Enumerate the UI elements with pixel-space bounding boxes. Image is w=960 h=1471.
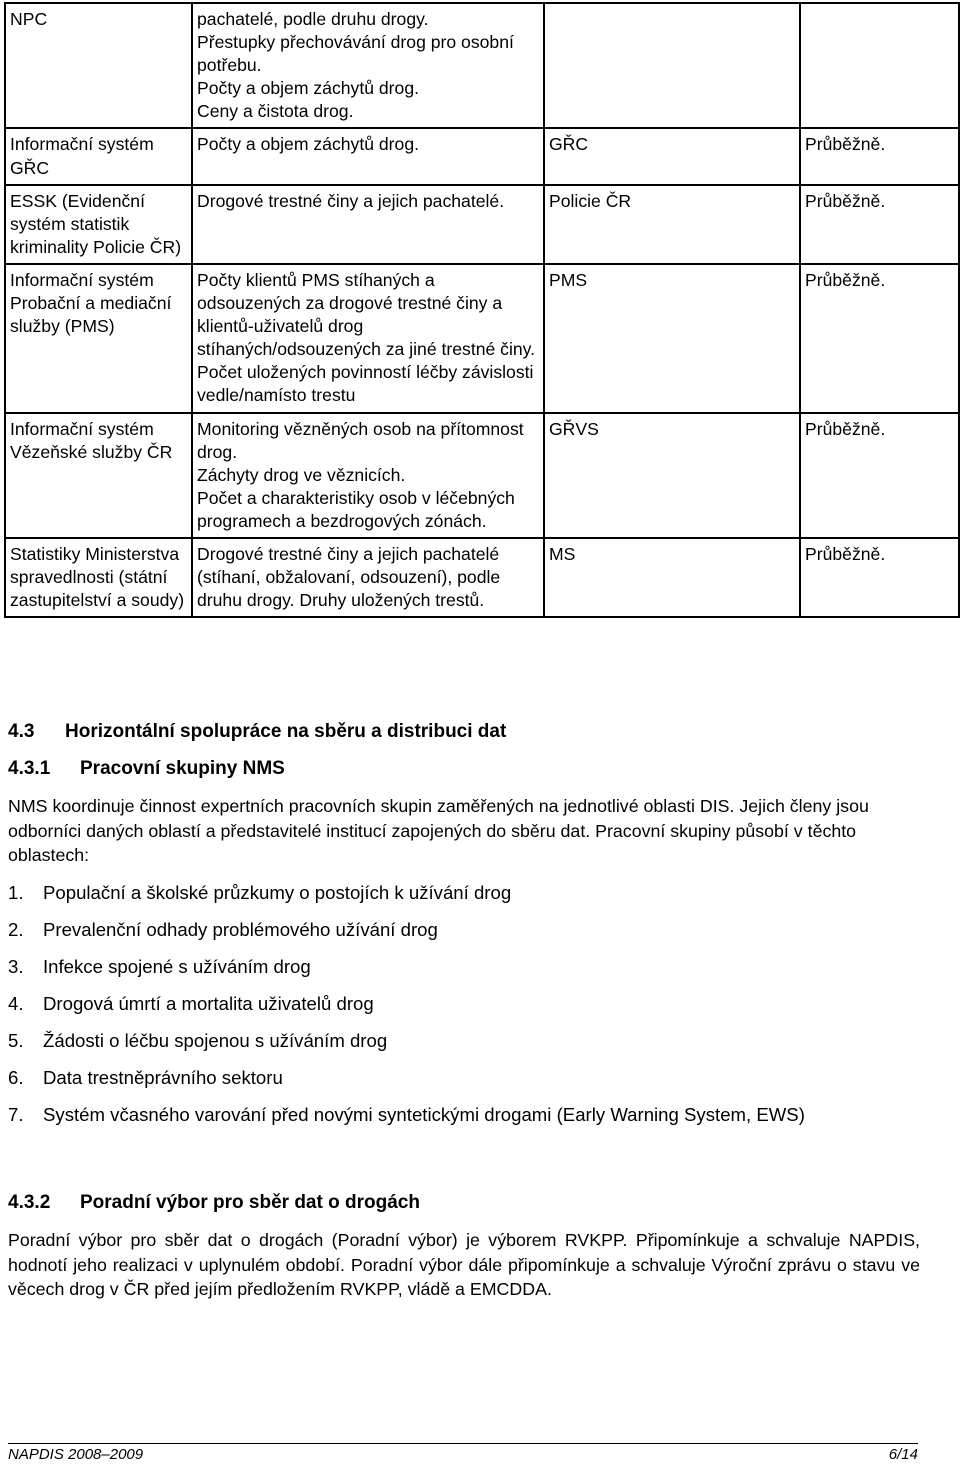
cell-text: Informační systém Probační a mediační služby (PMS) bbox=[10, 269, 177, 337]
table-row bbox=[5, 185, 959, 264]
source-cell bbox=[5, 413, 192, 538]
section-heading-4-3 bbox=[8, 720, 506, 744]
provider-cell bbox=[544, 128, 800, 184]
table-row bbox=[5, 538, 959, 617]
section-heading-4-3-2 bbox=[8, 1191, 420, 1215]
frequency-cell bbox=[800, 128, 959, 184]
cell-text: Statistiky Ministerstva spravedlnosti (státní zastupitelství a soudy) bbox=[10, 543, 185, 611]
cell-text: Ceny a čistota drog. bbox=[197, 101, 354, 122]
list-item-text: Žádosti o léčbu spojenou s užíváním drog bbox=[43, 1030, 388, 1051]
working-groups-list bbox=[8, 880, 920, 1139]
cell-text: Průběžně. bbox=[805, 418, 886, 439]
content-cell bbox=[192, 538, 544, 617]
provider-cell bbox=[544, 413, 800, 538]
section-number: 4.3 bbox=[8, 721, 35, 742]
source-cell bbox=[5, 128, 192, 184]
cell-text: ESSK (Evidenční systém statistik kriminality Policie ČR) bbox=[10, 190, 182, 257]
page-footer bbox=[8, 1443, 918, 1463]
frequency-cell bbox=[800, 185, 959, 264]
table-row bbox=[5, 3, 959, 128]
list-item-number: 4. bbox=[8, 993, 24, 1014]
cell-text: Informační systém Vězeňské služby ČR bbox=[10, 418, 173, 462]
table-row bbox=[5, 413, 959, 538]
cell-text: GŘC bbox=[549, 134, 589, 155]
advisory-board-paragraph: Poradní výbor pro sběr dat o drogách (Poradní výbor) je výborem RVKPP. Připomínkuje a schvaluje NAPDIS, hodnotí jeho realizaci v uplynulém období. Poradní výbor dále připomínkuje a schvaluje Výroční zprávu o stavu ve věcech drog v ČR před jejím předložením RVKPP, vládě a EMCDDA. bbox=[8, 1230, 920, 1299]
content-cell bbox=[192, 128, 544, 184]
cell-text: Počty a objem záchytů drog. bbox=[197, 78, 419, 99]
cell-text: Monitoring vězněných osob na přítomnost drog. bbox=[197, 418, 529, 462]
working-groups-intro: NMS koordinuje činnost expertních pracovních skupin zaměřených na jednotlivé oblasti DIS. Jejich členy jsou odborníci daných oblastí a představitelé institucí zapojených do sběru dat. Pracovní skupiny působí v těchto oblastech: bbox=[8, 796, 869, 865]
cell-text: NPC bbox=[10, 9, 48, 29]
list-item-text: Data trestněprávního sektoru bbox=[43, 1067, 283, 1088]
provider-cell bbox=[544, 3, 800, 128]
list-item-number: 1. bbox=[8, 882, 24, 903]
cell-text: Policie ČR bbox=[549, 190, 632, 211]
list-item bbox=[8, 880, 920, 905]
cell-text: Počet uložených povinností léčby závislosti vedle/namísto trestu bbox=[197, 362, 539, 406]
list-item-text: Systém včasného varování před novými syntetickými drogami (Early Warning System, EWS) bbox=[43, 1104, 805, 1125]
content-cell bbox=[192, 3, 544, 128]
list-item-number: 5. bbox=[8, 1030, 24, 1051]
content-cell bbox=[192, 264, 544, 413]
frequency-cell bbox=[800, 3, 959, 128]
cell-text: Počet a charakteristiky osob v léčebných programech a bezdrogových zónách. bbox=[197, 487, 520, 531]
source-cell bbox=[5, 538, 192, 617]
cell-text: Záchyty drog ve věznicích. bbox=[197, 464, 406, 485]
cell-text: PMS bbox=[549, 269, 588, 290]
section-heading-4-3-1 bbox=[8, 757, 285, 781]
cell-text: GŘVS bbox=[549, 418, 599, 439]
provider-cell bbox=[544, 538, 800, 617]
provider-cell bbox=[544, 264, 800, 413]
section-title: Horizontální spolupráce na sběru a distribuci dat bbox=[65, 721, 507, 742]
frequency-cell bbox=[800, 413, 959, 538]
cell-text: Informační systém GŘC bbox=[10, 134, 159, 178]
table-row bbox=[5, 264, 959, 413]
list-item bbox=[8, 991, 920, 1016]
list-item bbox=[8, 1028, 920, 1053]
source-cell bbox=[5, 3, 192, 128]
list-item bbox=[8, 917, 920, 942]
list-item bbox=[8, 1102, 920, 1127]
source-cell bbox=[5, 185, 192, 264]
list-item-text: Populační a školské průzkumy o postojích k užívání drog bbox=[43, 882, 512, 903]
list-item bbox=[8, 1065, 920, 1090]
cell-text: Přestupky přechovávání drog pro osobní potřebu. bbox=[197, 32, 519, 76]
section-number: 4.3.1 bbox=[8, 758, 51, 779]
list-item-text: Prevalenční odhady problémového užívání drog bbox=[43, 919, 438, 940]
section-number: 4.3.2 bbox=[8, 1192, 51, 1213]
list-item-number: 6. bbox=[8, 1067, 24, 1088]
section-title: Poradní výbor pro sběr dat o drogách bbox=[80, 1192, 420, 1213]
list-item-number: 7. bbox=[8, 1104, 24, 1125]
cell-text: Drogové trestné činy a jejich pachatelé. bbox=[197, 190, 505, 211]
cell-text: Průběžně. bbox=[805, 269, 886, 290]
content-cell bbox=[192, 413, 544, 538]
section-title: Pracovní skupiny NMS bbox=[80, 758, 285, 779]
table-row bbox=[5, 128, 959, 184]
cell-text: Počty a objem záchytů drog. bbox=[197, 134, 419, 155]
cell-text: MS bbox=[549, 543, 576, 564]
content-cell bbox=[192, 185, 544, 264]
cell-text: Počty klientů PMS stíhaných a odsouzených za drogové trestné činy a klientů-uživatelů drog stíhaných/odsouzených za jiné trestné činy. bbox=[197, 269, 536, 360]
list-item-text: Infekce spojené s užíváním drog bbox=[43, 956, 311, 977]
list-item-text: Drogová úmrtí a mortalita uživatelů drog bbox=[43, 993, 374, 1014]
cell-text: Drogové trestné činy a jejich pachatelé (stíhaní, obžalovaní, odsouzení), podle druhu drogy. Druhy uložených trestů. bbox=[197, 543, 506, 611]
footer-page-number: 6/14 bbox=[888, 1446, 918, 1463]
list-item-number: 3. bbox=[8, 956, 24, 977]
footer-document-name: NAPDIS 2008–2009 bbox=[8, 1446, 144, 1463]
source-cell bbox=[5, 264, 192, 413]
provider-cell bbox=[544, 185, 800, 264]
list-item bbox=[8, 954, 920, 979]
cell-text: pachatelé, podle druhu drogy. bbox=[197, 9, 429, 29]
list-item-number: 2. bbox=[8, 919, 24, 940]
frequency-cell bbox=[800, 264, 959, 413]
frequency-cell bbox=[800, 538, 959, 617]
cell-text: Průběžně. bbox=[805, 190, 886, 211]
cell-text: Průběžně. bbox=[805, 543, 886, 564]
data-sources-table bbox=[4, 2, 960, 618]
cell-text: Průběžně. bbox=[805, 134, 886, 155]
